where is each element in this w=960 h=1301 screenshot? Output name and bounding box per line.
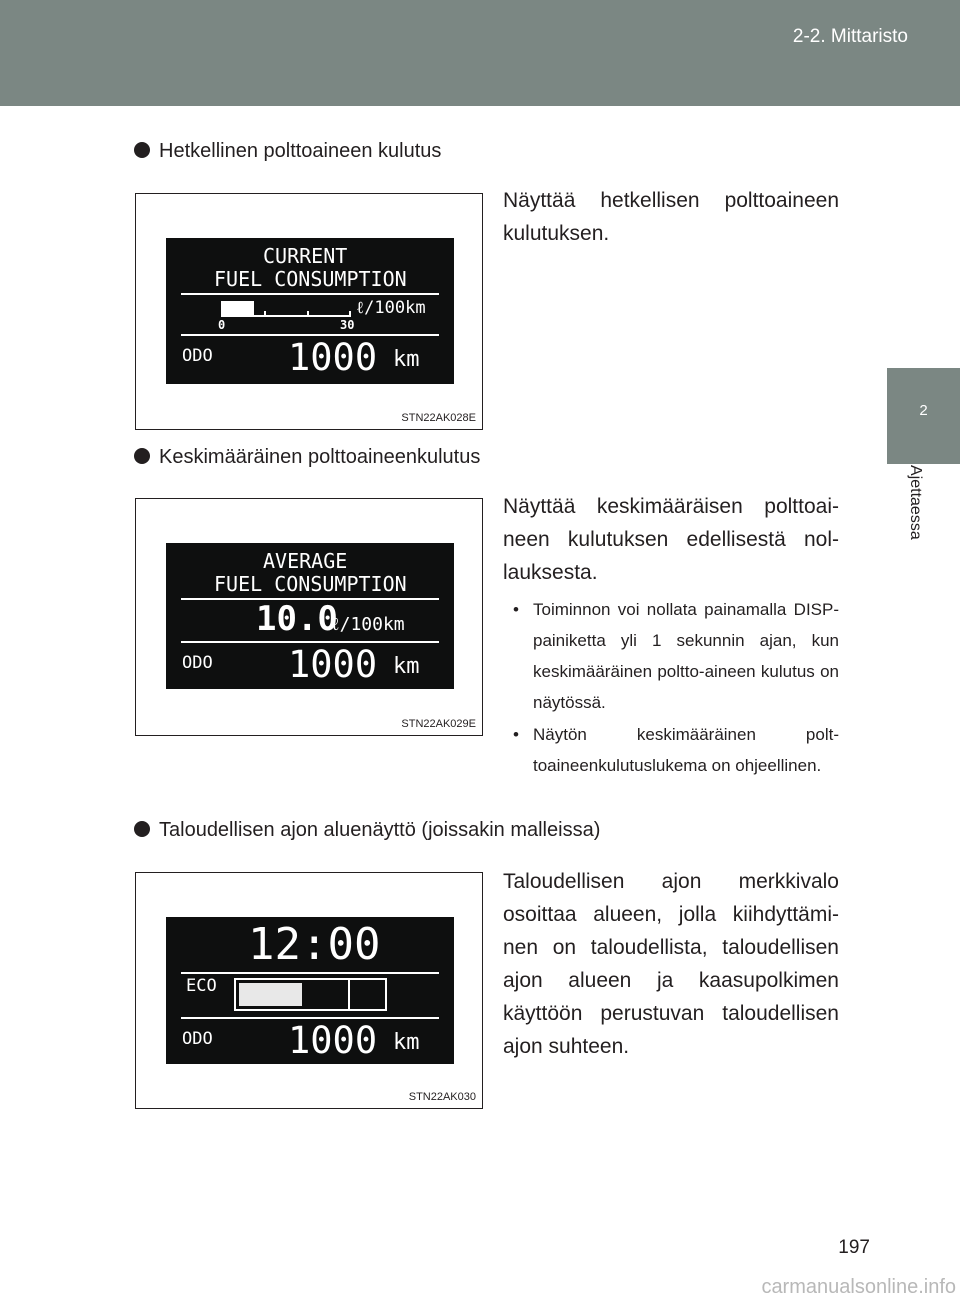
gauge-baseline (221, 315, 351, 317)
odo-value: 1000 (288, 336, 378, 379)
gauge-tick (349, 311, 351, 315)
gauge-unit: ℓ/100km (356, 298, 426, 318)
bullet-icon (134, 448, 150, 464)
note-item (513, 719, 839, 781)
lcd-divider (181, 293, 439, 295)
figure-average-fuel (135, 498, 483, 736)
figure-current-fuel (135, 193, 483, 430)
gauge-bar-fill (221, 301, 254, 315)
lcd-title-line2: FUEL CONSUMPTION (214, 572, 407, 596)
average-value: 10.0 (256, 599, 338, 639)
eco-zone-bar (234, 978, 387, 1011)
bullet-icon: • (513, 600, 519, 619)
odo-unit: km (393, 1030, 420, 1055)
page-number: 197 (838, 1237, 870, 1258)
lcd-title-line2: FUEL CONSUMPTION (214, 267, 407, 291)
heading-text: Taloudellisen ajon aluenäyttö (joissakin malleissa) (159, 819, 601, 841)
lcd-display (166, 238, 454, 384)
average-unit: ℓ/100km (331, 614, 405, 635)
bullet-icon: • (513, 725, 519, 744)
bullet-icon (134, 821, 150, 837)
odo-value: 1000 (288, 1019, 378, 1062)
chapter-number: 2 (919, 402, 928, 419)
figure-code: STN22AK028E (401, 412, 476, 424)
figure-eco-indicator (135, 872, 483, 1109)
lcd-title-line1: CURRENT (263, 244, 348, 268)
eco-label: ECO (186, 976, 217, 996)
figure-code: STN22AK030 (408, 1091, 476, 1103)
section-title: 2-2. Mittaristo (792, 26, 908, 47)
note-text: Näytön keskimääräinen polt-toaineenkulutuslukema on ohjeellinen. (533, 725, 839, 775)
section-heading-current (134, 140, 441, 163)
eco-zone-fill (239, 983, 302, 1006)
odo-label: ODO (182, 1029, 213, 1049)
heading-text: Keskimääräinen polttoaineenkulutus (159, 446, 481, 468)
gauge-tick (264, 311, 266, 315)
lcd-divider (181, 972, 439, 974)
chapter-label-text: Ajettaessa (907, 465, 924, 540)
lcd-display (166, 917, 454, 1064)
note-item (513, 594, 839, 718)
gauge-min-label: 0 (218, 318, 226, 332)
odo-unit: km (393, 347, 420, 372)
section-heading-eco (134, 819, 600, 842)
odo-unit: km (393, 654, 420, 679)
odo-label: ODO (182, 653, 213, 673)
chapter-tab (887, 368, 960, 464)
description-current: Näyttää hetkellisen polttoaineen kulutuksen. (503, 189, 839, 245)
heading-text: Hetkellinen polttoaineen kulutus (159, 140, 442, 162)
lcd-title-line1: AVERAGE (263, 549, 348, 573)
watermark: carmanualsonline.info (761, 1276, 956, 1298)
section-heading-average (134, 446, 480, 469)
gauge-tick (307, 311, 309, 315)
description-eco: Taloudellisen ajon merkkivalo osoittaa alueen, jolla kiihdyttämi-nen on taloudellista, taloudellisen ajon alueen ja kaasupolkimen käyttöön perustuvan taloudellisen ajon suhteen. (503, 870, 839, 1058)
odo-value: 1000 (288, 643, 378, 686)
gauge-max-label: 30 (340, 318, 355, 332)
page-header (0, 0, 960, 106)
odo-label: ODO (182, 346, 213, 366)
eco-zone-marker (348, 980, 350, 1009)
note-text: Toiminnon voi nollata painamalla DISP-painiketta yli 1 sekunnin ajan, kun keskimääräinen poltto-aineen kulutus on näytössä. (533, 600, 839, 712)
clock-display: 12:00 (248, 919, 381, 970)
figure-code: STN22AK029E (401, 718, 476, 730)
lcd-display (166, 543, 454, 689)
bullet-icon (134, 142, 150, 158)
description-average: Näyttää keskimääräisen polttoai-neen kulutuksen edellisestä nol-lauksesta. (503, 495, 839, 584)
chapter-label (888, 465, 924, 575)
